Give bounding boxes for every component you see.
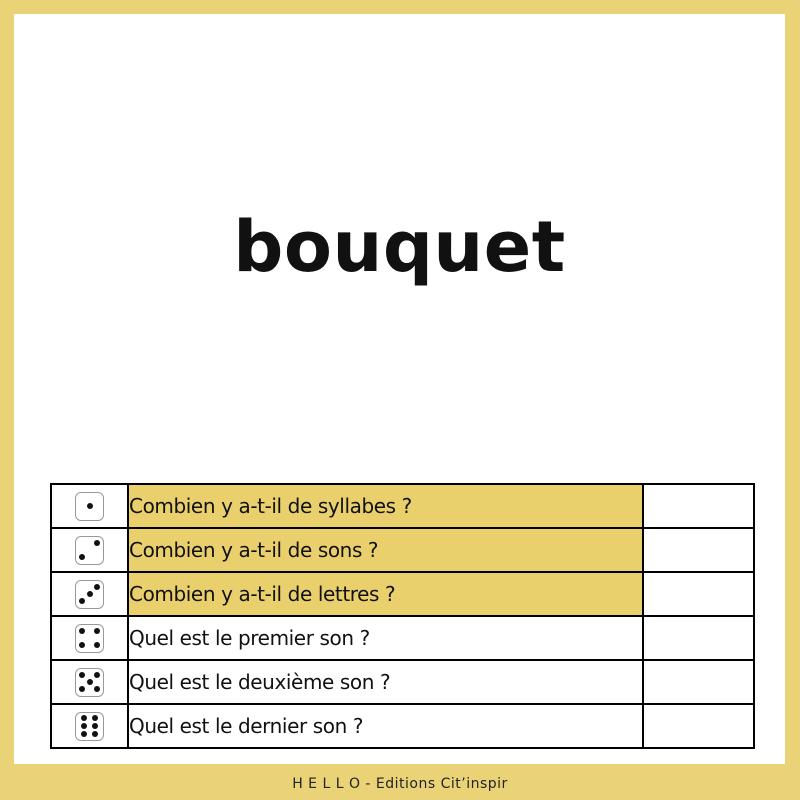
die-6-icon <box>75 712 104 741</box>
die-1-icon <box>75 492 104 521</box>
table-row <box>51 660 754 704</box>
table-row <box>51 616 754 660</box>
die-cell <box>51 528 128 572</box>
die-3-icon <box>75 580 104 609</box>
word-title: bouquet <box>233 206 566 288</box>
die-2-icon <box>75 536 104 565</box>
question-text: Quel est le premier son ? <box>128 616 643 660</box>
answer-cell <box>643 616 754 660</box>
question-text: Combien y a-t-il de sons ? <box>128 528 643 572</box>
table-row <box>51 572 754 616</box>
question-text: Combien y a-t-il de syllabes ? <box>128 484 643 528</box>
table-row <box>51 704 754 748</box>
table-row <box>51 528 754 572</box>
answer-cell <box>643 528 754 572</box>
die-cell <box>51 572 128 616</box>
questions-table <box>50 483 755 749</box>
answer-cell <box>643 660 754 704</box>
answer-cell <box>643 704 754 748</box>
die-5-icon <box>75 668 104 697</box>
die-cell <box>51 616 128 660</box>
answer-cell <box>643 484 754 528</box>
die-cell <box>51 484 128 528</box>
table-row <box>51 484 754 528</box>
question-text: Quel est le dernier son ? <box>128 704 643 748</box>
die-cell <box>51 704 128 748</box>
die-4-icon <box>75 624 104 653</box>
answer-cell <box>643 572 754 616</box>
publisher-footer: H E L L O - Editions Cit’inspir <box>292 776 508 792</box>
question-text: Combien y a-t-il de lettres ? <box>128 572 643 616</box>
question-text: Quel est le deuxième son ? <box>128 660 643 704</box>
die-cell <box>51 660 128 704</box>
